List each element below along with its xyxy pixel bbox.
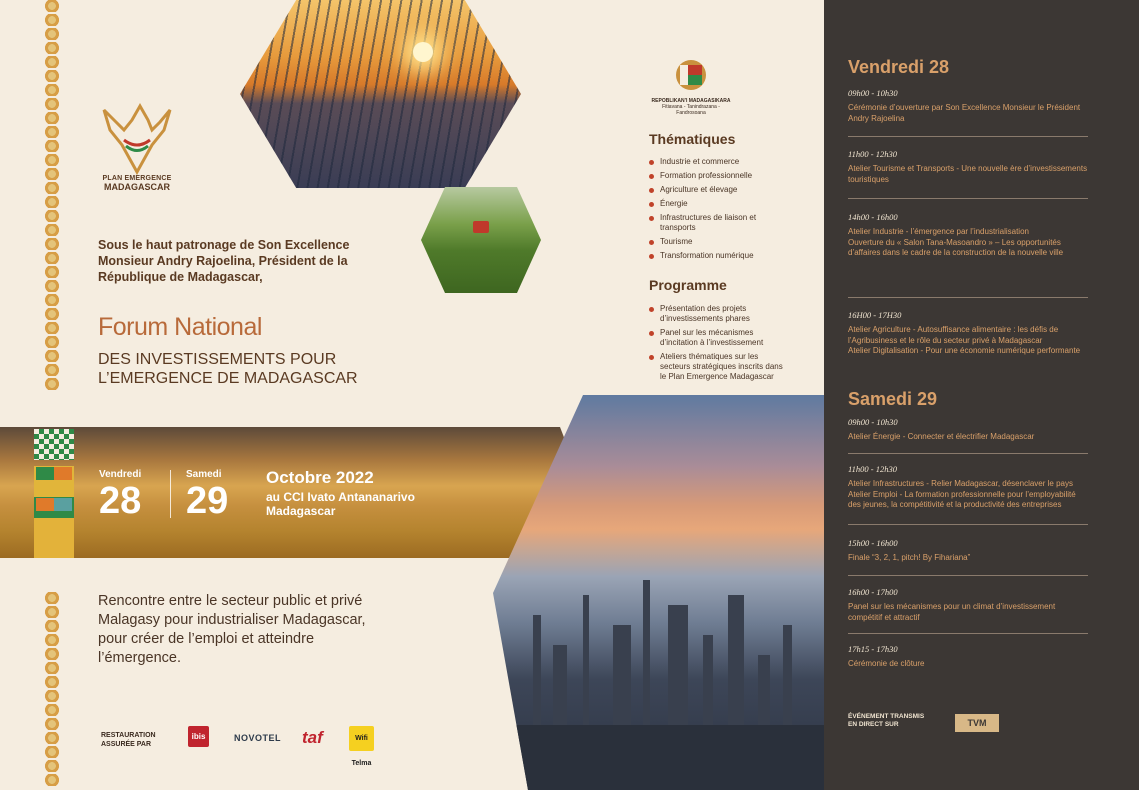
tractor-field-image (421, 187, 541, 293)
motif-checker-icon (34, 429, 74, 460)
strip-ornament (41, 760, 63, 772)
slot-description: Finale “3, 2, 1, pitch! By Fihariana” (848, 553, 971, 562)
schedule-divider (848, 453, 1088, 454)
decorative-strip-bottom (41, 592, 63, 790)
day1-label: Vendredi (99, 469, 142, 480)
strip-ornament (41, 70, 63, 82)
slot-time: 11h00 - 12h30 (848, 464, 897, 474)
strip-ornament (41, 620, 63, 632)
strip-ornament (41, 336, 63, 348)
thematiques-list (649, 157, 779, 265)
motif-tree-icon (34, 466, 74, 497)
strip-ornament (41, 196, 63, 208)
schedule-divider (848, 297, 1088, 298)
month-year: Octobre 2022 (266, 468, 374, 487)
strip-ornament (41, 704, 63, 716)
schedule-day1-title: Vendredi 28 (848, 57, 950, 77)
strip-ornament (41, 42, 63, 54)
schedule-divider (848, 198, 1088, 199)
programme-item: Panel sur les mécanismes d’incitation à l’investissement (649, 328, 787, 348)
strip-ornament (41, 634, 63, 646)
day2-number: 29 (186, 480, 229, 522)
strip-ornament (41, 280, 63, 292)
schedule-slot (848, 644, 1088, 670)
schedule-divider (848, 575, 1088, 576)
schedule-slot (848, 310, 1088, 357)
slot-time: 14h00 - 16h00 (848, 212, 898, 222)
slot-description: Cérémonie d’ouverture par Son Excellence Monsieur le Président Andry Rajoelina (848, 103, 1081, 123)
schedule-slot (848, 464, 1088, 511)
venue-line1: au CCI Ivato Antananarivo (266, 490, 415, 504)
strip-ornament (41, 56, 63, 68)
strip-ornament (41, 746, 63, 758)
slot-time: 11h00 - 12h30 (848, 149, 897, 159)
republic-motto: Fitiavana - Tanindrazana - Fandrosoana (662, 104, 720, 116)
pem-logo-line2: MADAGASCAR (104, 182, 170, 192)
strip-ornament (41, 294, 63, 306)
schedule-divider (848, 633, 1088, 634)
programme-title: Programme (649, 277, 727, 293)
novotel-logo: NOVOTEL (234, 733, 282, 743)
thematique-item: Énergie (649, 199, 779, 209)
slot-time: 17h15 - 17h30 (848, 644, 898, 654)
slot-time: 16H00 - 17H30 (848, 310, 902, 320)
thematique-item: Formation professionnelle (649, 171, 779, 181)
strip-ornament (41, 238, 63, 250)
strip-ornament (41, 154, 63, 166)
strip-ornament (41, 0, 63, 12)
motif-diamond-icon (34, 518, 74, 558)
strip-ornament (41, 308, 63, 320)
strip-ornament (41, 690, 63, 702)
slot-description: Atelier Infrastructures - Relier Madagascar, désenclaver le pays (848, 479, 1073, 488)
strip-ornament (41, 378, 63, 390)
thematiques-title: Thématiques (649, 131, 736, 147)
programme-list (649, 304, 787, 386)
strip-ornament (41, 774, 63, 786)
thematique-item: Tourisme (649, 237, 779, 247)
strip-ornament (41, 662, 63, 674)
strip-ornament (41, 266, 63, 278)
strip-ornament (41, 732, 63, 744)
thematique-item: Infrastructures de liaison et transports (649, 213, 779, 233)
schedule-divider (848, 136, 1088, 137)
schedule-day2-title: Samedi 29 (848, 389, 938, 409)
programme-item: Ateliers thématiques sur les secteurs stratégiques inscrits dans le Plan Emergence Madagascar (649, 352, 787, 382)
slot-description: Atelier Industrie - l’émergence par l’industrialisation (848, 227, 1029, 236)
strip-ornament (41, 364, 63, 376)
slot-description: Atelier Tourisme et Transports - Une nouvelle ère d’investissements touristiques (848, 164, 1088, 184)
strip-ornament (41, 210, 63, 222)
strip-ornament (41, 648, 63, 660)
restauration-label: RESTAURATION ASSURÉE PAR (101, 732, 156, 748)
wifi-telma-logo: Wifi Telma (349, 726, 374, 751)
strip-ornament (41, 112, 63, 124)
slot-description: Atelier Digitalisation - Pour une économie numérique performante (848, 346, 1081, 355)
day1-number: 28 (99, 480, 142, 522)
slot-time: 16h00 - 17h00 (848, 587, 898, 597)
strip-ornament (41, 14, 63, 26)
slot-description: Cérémonie de clôture (848, 659, 925, 668)
thematique-item: Agriculture et élevage (649, 185, 779, 195)
strip-ornament (41, 252, 63, 264)
programme-item: Présentation des projets d’investissements phares (649, 304, 787, 324)
decorative-strip-top (41, 0, 63, 395)
broadcast-label: ÉVÉNEMENT TRANSMIS EN DIRECT SUR (848, 713, 925, 728)
strip-ornament (41, 224, 63, 236)
madagascar-seal-icon (671, 57, 711, 93)
strip-ornament (41, 126, 63, 138)
forum-subtitle: DES INVESTISSEMENTS POUR L’EMERGENCE DE MADAGASCAR (98, 351, 358, 387)
tvm-logo: TVM (955, 714, 999, 732)
rencontre-text: Rencontre entre le secteur public et privé Malagasy pour industrialiser Madagascar, pour créer de l’emploi et atteindre l’émergence. (98, 593, 366, 666)
republic-name: REPOBLIKAN’I MADAGASIKARA (651, 98, 731, 104)
schedule-slot (848, 88, 1088, 124)
strip-ornament (41, 98, 63, 110)
strip-ornament (41, 718, 63, 730)
slot-description: Ouverture du « Salon Tana-Masoandro » – Les opportunités d’affaires dans le cadre de la construction de la nouvelle ville (848, 237, 1064, 257)
schedule-slot (848, 587, 1088, 623)
slot-description: Atelier Agriculture - Autosuffisance alimentaire : les défis de l’Agribusiness et le rôle du secteur privé à Madagascar (848, 325, 1059, 345)
strip-ornament (41, 182, 63, 194)
plan-emergence-logo (92, 100, 182, 192)
pem-logo-line1: PLAN EMERGENCE (102, 175, 172, 182)
slot-time: 09h00 - 10h30 (848, 417, 898, 427)
schedule-slot (848, 417, 1088, 443)
slot-time: 09h00 - 10h30 (848, 88, 898, 98)
date-separator (170, 470, 171, 518)
ibis-logo: ibis (188, 726, 209, 747)
slot-description: Atelier Emploi - La formation professionnelle pour l’employabilité des jeunes, la compétitivité et la productivité des entreprises (848, 489, 1076, 509)
strip-ornament (41, 322, 63, 334)
schedule-divider (848, 524, 1088, 525)
strip-ornament (41, 606, 63, 618)
venue-line2: Madagascar (266, 504, 336, 518)
strip-ornament (41, 140, 63, 152)
day2-label: Samedi (186, 469, 222, 480)
strip-ornament (41, 28, 63, 40)
forum-title: Forum National (98, 313, 262, 341)
taf-logo: taf (302, 728, 323, 747)
slot-time: 15h00 - 16h00 (848, 538, 898, 548)
strip-ornament (41, 592, 63, 604)
venue (266, 490, 415, 518)
strip-ornament (41, 84, 63, 96)
slot-description: Atelier Énergie - Connecter et électrifier Madagascar (848, 432, 1035, 441)
schedule-slot (848, 149, 1088, 185)
strip-ornament (41, 676, 63, 688)
strip-ornament (41, 350, 63, 362)
zebu-map-icon (102, 100, 172, 175)
thematique-item: Transformation numérique (649, 251, 779, 261)
schedule-slot (848, 538, 1088, 564)
solar-farm-image (240, 0, 521, 188)
strip-ornament (41, 168, 63, 180)
republic-seal (651, 57, 731, 116)
patronage-text: Sous le haut patronage de Son Excellence Monsieur Andry Rajoelina, Président de la République de Madagascar, (98, 238, 350, 284)
slot-description: Panel sur les mécanismes pour un climat d’investissement compétitif et attractif (848, 602, 1056, 622)
thematique-item: Industrie et commerce (649, 157, 779, 167)
schedule-slot (848, 212, 1088, 259)
